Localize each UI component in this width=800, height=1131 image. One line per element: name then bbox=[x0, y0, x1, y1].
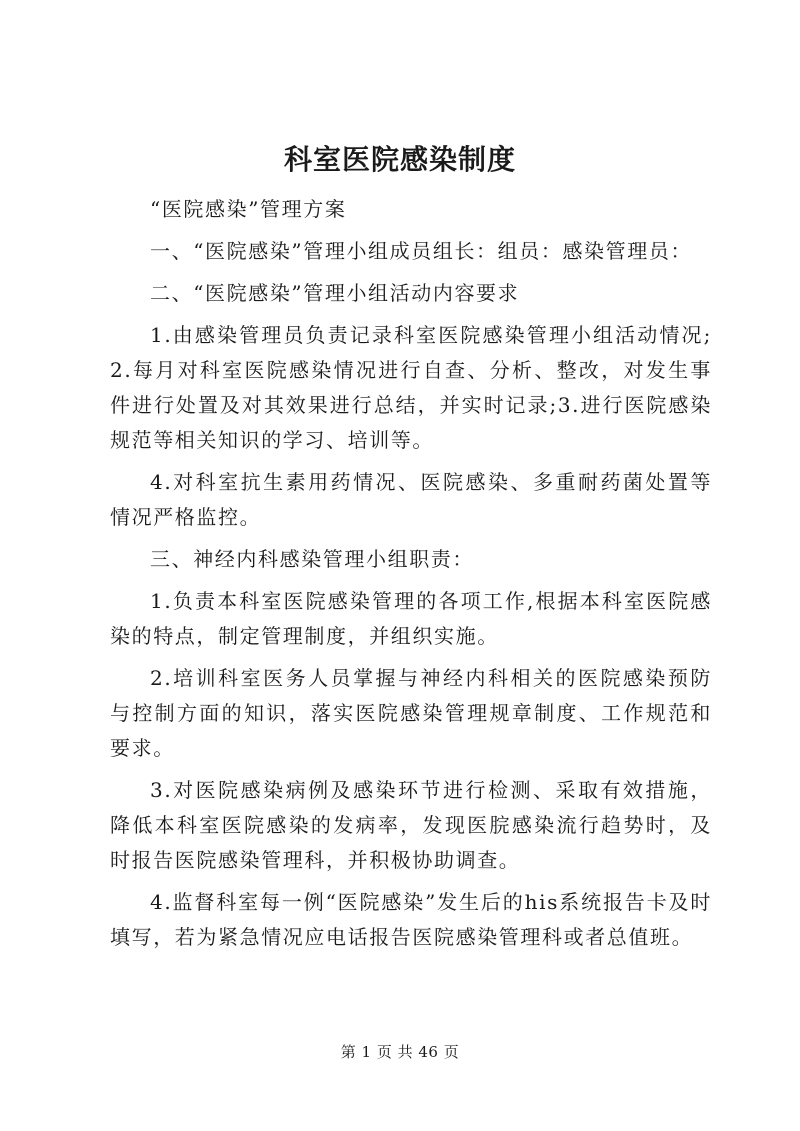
paragraph-item: 4.对科室抗生素用药情况、医院感染、多重耐药菌处置等情况严格监控。 bbox=[110, 470, 712, 529]
paragraph-item: 4.监督科室每一例“医院感染”发生后的his系统报告卡及时填写，若为紧急情况应电话报告医院感染管理科或者总值班。 bbox=[110, 890, 712, 949]
paragraph-section-three: 三、神经内科感染管理小组职责： bbox=[150, 547, 474, 571]
paragraph-item: 1.由感染管理员负责记录科室医院感染管理小组活动情况;2.每月对科室医院感染情况进行自查、分析、整改，对发生事件进行处置及对其效果进行总结，并实时记录;3.进行医院感染规范等相关知识的学习、培训等。 bbox=[110, 323, 712, 452]
paragraph-item: 2.培训科室医务人员掌握与神经内科相关的医院感染预防与控制方面的知识，落实医院感染管理规章制度、工作规范和要求。 bbox=[110, 666, 712, 760]
paragraph-item: 3.对医院感染病例及感染环节进行检测、采取有效措施，降低本科室医院感染的发病率，发现医脘感染流行趋势时，及时报告医院感染管理科，并积极协助调查。 bbox=[110, 778, 712, 872]
document-body bbox=[110, 192, 712, 962]
page-footer: 第 1 页 共 46 页 bbox=[340, 1043, 460, 1061]
document-title: 科室医院感染制度 bbox=[283, 143, 516, 176]
paragraph-section-two: 二、“医院感染”管理小组活动内容要求 bbox=[150, 281, 520, 305]
paragraph-item: 1.负责本科室医院感染管理的各项工作,根据本科室医院感染的特点，制定管理制度，并组织实施。 bbox=[110, 589, 712, 648]
paragraph-plan-heading: “医院感染”管理方案 bbox=[150, 197, 347, 221]
paragraph-section-one: 一、“医院感染”管理小组成员组长：组员：感染管理员： bbox=[150, 239, 693, 263]
